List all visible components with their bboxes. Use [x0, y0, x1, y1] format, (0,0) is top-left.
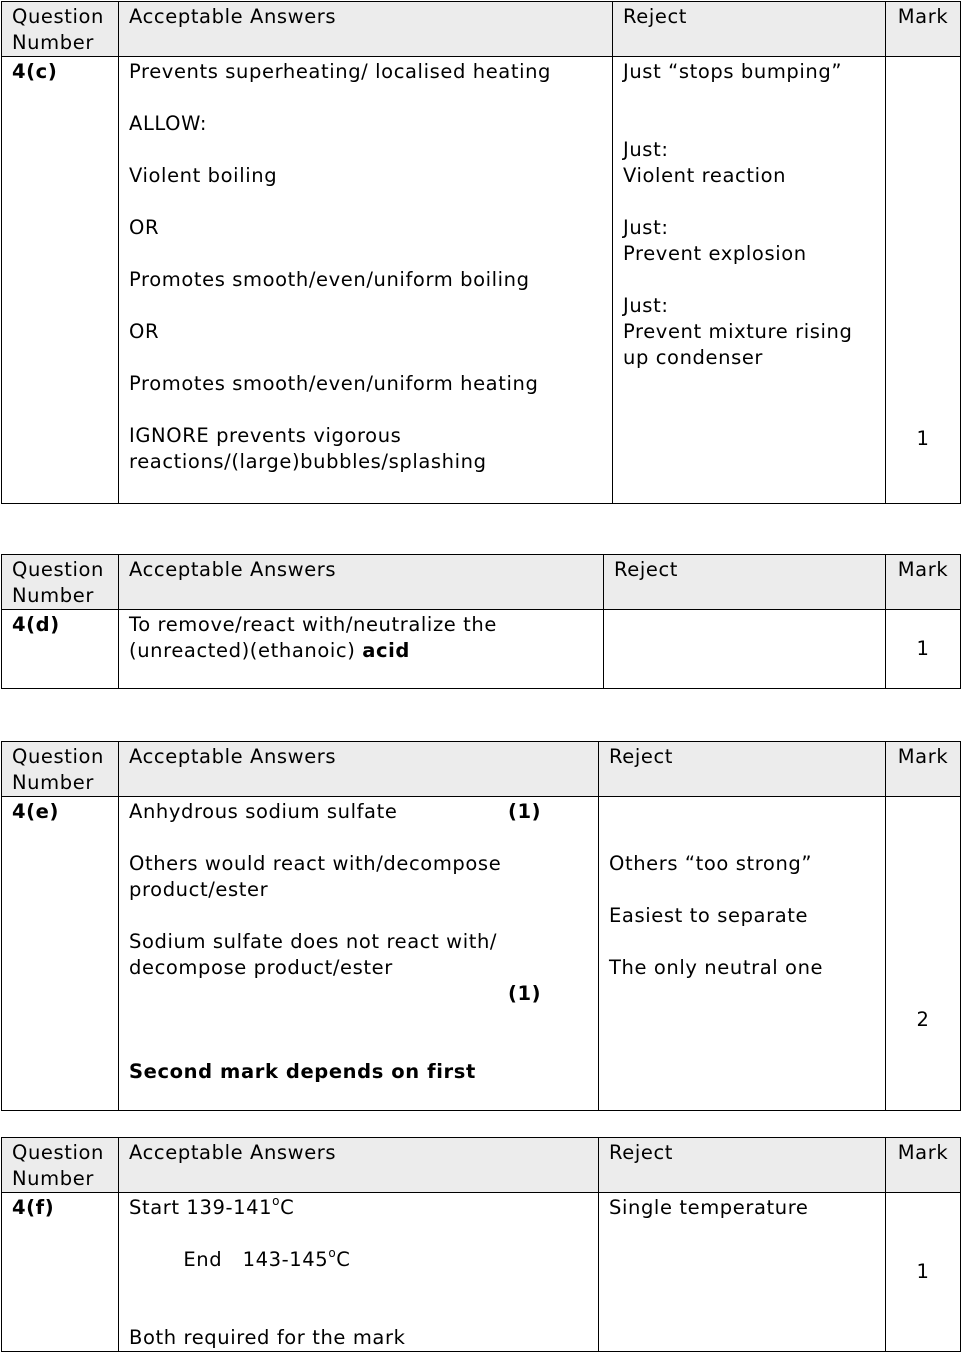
answer-line: Others would react with/decompose — [129, 852, 502, 875]
answer-keyword: acid — [362, 639, 410, 662]
reject-line: Just: — [623, 216, 669, 239]
answer-line — [129, 1221, 588, 1299]
answer-line: Promotes smooth/even/uniform heating — [129, 372, 539, 395]
mark-value: 1 — [886, 57, 961, 504]
header-reject: Reject — [599, 1138, 886, 1193]
answer-line — [129, 799, 588, 825]
mark-scheme-table-4c — [1, 1, 961, 504]
mark-allocation: (1) — [508, 800, 542, 823]
reject-line: The only neutral one — [609, 956, 824, 979]
reject-line: Prevent mixture rising — [623, 320, 853, 343]
degree-symbol: o — [272, 1193, 281, 1208]
temperature-unit: C — [280, 1196, 295, 1219]
header-reject: Reject — [604, 555, 886, 610]
table-header-row — [2, 1138, 961, 1193]
reject-cell — [604, 610, 886, 689]
table-header-row — [2, 2, 961, 57]
answer-line: decompose product/ester — [129, 956, 393, 979]
table-header-row — [2, 742, 961, 797]
table-row — [2, 57, 961, 504]
acceptable-answers-cell — [119, 610, 604, 689]
header-reject: Reject — [599, 742, 886, 797]
header-acceptable-answers: Acceptable Answers — [119, 742, 599, 797]
header-question-number: Question Number — [2, 555, 119, 610]
mark-scheme-table-4e — [1, 741, 961, 1111]
answer-line: OR — [129, 320, 160, 343]
answer-line: To remove/react with/neutralize the — [129, 613, 497, 636]
reject-cell — [599, 797, 886, 1111]
reject-cell — [613, 57, 886, 504]
reject-line: Violent reaction — [623, 164, 787, 187]
answer-line — [129, 638, 593, 664]
question-number: 4(d) — [2, 610, 119, 689]
acceptable-answers-cell — [119, 1193, 599, 1352]
end-temperature: End 143-145 — [183, 1248, 329, 1271]
answer-line: Prevents superheating/ localised heating — [129, 60, 552, 83]
header-mark: Mark — [886, 555, 961, 610]
answer-line: OR — [129, 216, 160, 239]
question-number: 4(e) — [2, 797, 119, 1111]
reject-line: Just: — [623, 138, 669, 161]
mark-value: 2 — [886, 797, 961, 1111]
answer-line: Promotes smooth/even/uniform boiling — [129, 268, 530, 291]
header-mark: Mark — [886, 1138, 961, 1193]
answer-line: Both required for the mark — [129, 1326, 406, 1349]
header-acceptable-answers: Acceptable Answers — [119, 555, 604, 610]
header-reject: Reject — [613, 2, 886, 57]
reject-line: Just “stops bumping” — [623, 60, 843, 83]
degree-symbol: o — [328, 1245, 337, 1260]
answer-text: Anhydrous sodium sulfate — [129, 800, 398, 823]
reject-line: Just: — [623, 294, 669, 317]
question-number: 4(c) — [2, 57, 119, 504]
start-temperature: Start 139-141 — [129, 1196, 273, 1219]
mark-scheme-table-4f — [1, 1137, 961, 1352]
mark-value: 1 — [886, 1193, 961, 1352]
question-number: 4(f) — [2, 1193, 119, 1352]
answer-text: (unreacted)(ethanoic) — [129, 639, 363, 662]
header-mark: Mark — [886, 2, 961, 57]
ignore-line: reactions/(large)bubbles/splashing — [129, 450, 487, 473]
answer-line: Sodium sulfate does not react with/ — [129, 930, 498, 953]
header-mark: Mark — [886, 742, 961, 797]
header-question-number: Question Number — [2, 1138, 119, 1193]
reject-line: Others “too strong” — [609, 852, 813, 875]
header-acceptable-answers: Acceptable Answers — [119, 2, 613, 57]
acceptable-answers-cell — [119, 57, 613, 504]
marking-condition: Second mark depends on first — [129, 1060, 476, 1083]
temperature-unit: C — [336, 1248, 351, 1271]
mark-allocation: (1) — [508, 982, 542, 1005]
header-acceptable-answers: Acceptable Answers — [119, 1138, 599, 1193]
acceptable-answers-cell — [119, 797, 599, 1111]
table-row — [2, 610, 961, 689]
header-question-number: Question Number — [2, 2, 119, 57]
header-question-number: Question Number — [2, 742, 119, 797]
table-row — [2, 797, 961, 1111]
answer-line: product/ester — [129, 878, 269, 901]
answer-line: ALLOW: — [129, 112, 208, 135]
mark-value: 1 — [886, 610, 961, 689]
answer-line: Violent boiling — [129, 164, 278, 187]
mark-scheme-table-4d — [1, 554, 961, 689]
reject-cell: Single temperature — [599, 1193, 886, 1352]
reject-line: Prevent explosion — [623, 242, 807, 265]
ignore-line: IGNORE prevents vigorous — [129, 424, 402, 447]
reject-line: Easiest to separate — [609, 904, 809, 927]
table-row — [2, 1193, 961, 1352]
reject-line: up condenser — [623, 346, 764, 369]
table-header-row — [2, 555, 961, 610]
answer-line — [129, 981, 588, 1007]
answer-line — [129, 1195, 588, 1221]
